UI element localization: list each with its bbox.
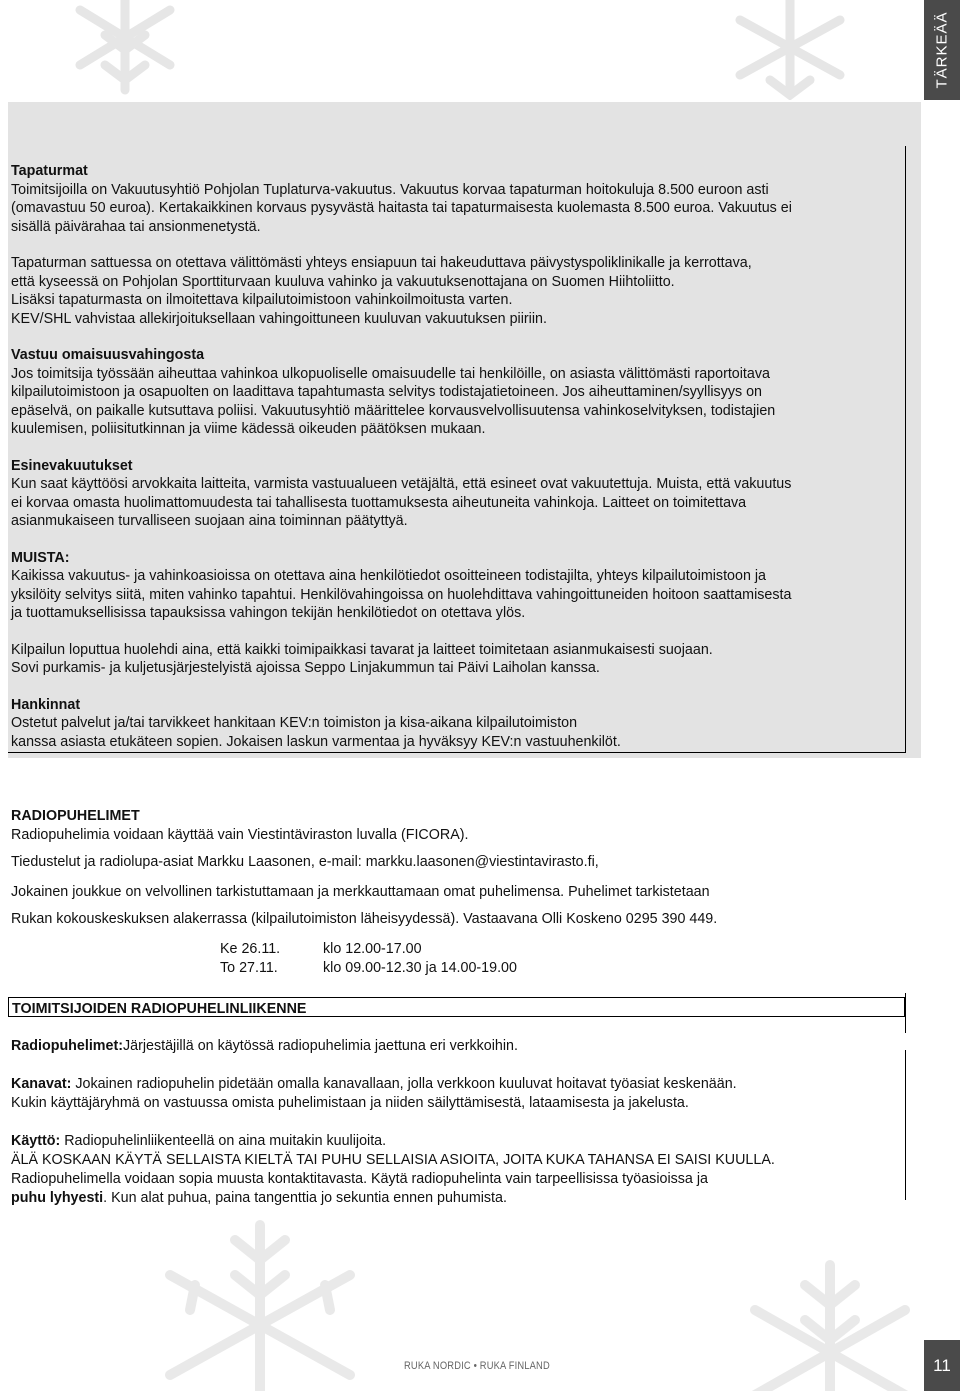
section-tab: [924, 0, 960, 100]
usage-label: Käyttö:: [11, 1133, 61, 1149]
text-line: Jokainen joukkue on velvollinen tarkistuttamaan ja merkkauttamaan omat puhelimensa. Puhelimet tarkistetaan: [11, 883, 710, 900]
text-line: Tiedustelut ja radiolupa-asiat Markku Laasonen, e-mail: markku.laasonen@viestintavirasto.fi,: [11, 854, 599, 870]
text-line: Radiopuhelimella voidaan sopia muusta kontaktitavasta. Käytä radiopuhelinta vain tarpeellisissa työasioissa ja: [11, 1171, 708, 1187]
channels-label: Kanavat:: [11, 1076, 72, 1092]
heading-radiopuhelimet: RADIOPUHELIMET: [11, 808, 140, 824]
text-line: Tapaturman sattuessa on otettava välittömästi yhteys ensiapuun tai hakeuduttava päivystyspoliklinikalle ja kerrottava,: [11, 255, 752, 271]
text-line: sisällä päivärahaa tai ansionmenetystä.: [11, 218, 261, 235]
heading-muista: MUISTA:: [11, 549, 70, 566]
hours-row: [220, 959, 517, 978]
insurance-content: [11, 162, 911, 751]
footer-brand: RUKA NORDIC • RUKA FINLAND: [404, 1360, 550, 1372]
radio-section: [11, 807, 911, 929]
hours-day: Ke 26.11.: [220, 941, 281, 957]
text-line: KEV/SHL vahvistaa allekirjoituksellaan vahingoittuneen kuuluvan vakuutuksen piiriin.: [11, 310, 547, 327]
section-tab-label: TÄRKEÄÄ: [933, 11, 951, 89]
text-line: kanssa asiasta etukäteen sopien. Jokaisen laskun varmentaa ja hyväksyy KEV:n vastuuhenkilöt.: [11, 733, 621, 750]
hours-row: [220, 940, 517, 959]
text-line: Ostetut palvelut ja/tai tarvikkeet hankitaan KEV:n toimiston ja kisa-aikana kilpailutoimiston: [11, 715, 578, 731]
section-right-rule: [905, 1050, 906, 1200]
text-line: Lisäksi tapaturmasta on ilmoitettava kilpailutoimistoon vahinkoilmoitusta varten.: [11, 292, 513, 308]
hours-time: klo 12.00-17.00: [323, 941, 422, 957]
radios-label: Radiopuhelimet:: [11, 1038, 123, 1054]
text-line: Toimitsijoilla on Vakuutusyhtiö Pohjolan Tuplaturva-vakuutus. Vakuutus korvaa tapaturman hoitokuluja 8.500 euroon asti: [11, 181, 769, 198]
heading-tapaturmat: Tapaturmat: [11, 163, 88, 179]
text-line: yksilöity selvitys siitä, miten vahinko tapahtui. Henkilövahingoissa on huolehdittava vahingoittuneiden hoitoon saattamisesta: [11, 586, 792, 603]
hours-day: To 27.11.: [220, 960, 278, 976]
checking-hours: [220, 940, 517, 978]
channels-text: Jokainen radiopuhelin pidetään omalla kanavallaan, jolla verkkoon kuuluvat hoitavat työasiat keskenään.: [71, 1076, 737, 1092]
text-line: Kun saat käyttöösi arvokkaita laitteita, varmista vastuualueen vetäjältä, että esineet ovat vakuutettuja. Muista, että vakuutus: [11, 476, 792, 492]
page-number: 11: [924, 1340, 960, 1391]
text-line: (omavastuu 50 euroa). Kertakaikkinen korvaus pysyvästä haitasta tai tapaturmaisesta kuolemasta 8.500 euroa. Vakuutus ei: [11, 200, 792, 216]
usage-text-end: . Kun alat puhua, paina tangenttia jo sekuntia ennen puhumista.: [103, 1190, 507, 1206]
text-line: asianmukaiseen turvalliseen suojaan aina toiminnan päätyttyä.: [11, 513, 408, 529]
snowflake-icon-top-left: [40, 0, 210, 100]
text-line: Jos toimitsija työssään aiheuttaa vahinkoa ulkopuoliselle omaisuudelle tai henkilöille, on asiasta välittömästi raportoitava: [11, 365, 770, 382]
text-line: Kaikissa vakuutus- ja vahinkoasioissa on otettava aina henkilötiedot osoitteineen todistajilta, yhteys kilpailutoimistoon ja: [11, 568, 766, 584]
snowflake-icon-bottom-right: [740, 1255, 920, 1391]
text-line: kuulemisen, poliisitutkinnan ja viime kädessä oikeuden päätöksen mukaan.: [11, 421, 486, 437]
text-line: kilpailutoimistoon ja osapuolten on laadittava tapahtumasta selvitys todistajatietoineen. Jos aiheuttaminen/syyllisyys on: [11, 384, 763, 400]
usage-bold: puhu lyhyesti: [11, 1190, 104, 1206]
snowflake-icon-top-right: [690, 0, 890, 100]
text-line: että kyseessä on Pohjolan Sporttiturvaan kuuluva vahinko ja vakuutuksenottajana on Suomen Hiihtoliitto.: [11, 273, 675, 290]
text-line: epäselvä, on paikalle kutsuttava poliisi. Vakuutusyhtiö määrittelee korvausvelvollisuutensa vahinkoselvityksen, todistajien: [11, 402, 776, 419]
section-right-rule: [905, 993, 906, 1033]
box-bottom-rule: [8, 752, 906, 753]
text-line: Kilpailun loputtua huolehdi aina, että kaikki toimipaikkasi tavarat ja laitteet toimitetaan asianmukaisesti suojaan.: [11, 641, 713, 658]
text-line: ÄLÄ KOSKAAN KÄYTÄ SELLAISTA KIELTÄ TAI PUHU SELLAISIA ASIOITA, JOITA KUKA TAHANSA EI SAISI KUULLA.: [11, 1152, 775, 1168]
radio-traffic-content: [11, 1037, 901, 1208]
text-line: Kukin käyttäjäryhmä on vastuussa omista puhelimistaan ja niiden säilyttämisestä, lataamisesta ja jakelusta.: [11, 1095, 689, 1111]
heading-hankinnat: Hankinnat: [11, 696, 81, 713]
text-line: Rukan kokouskeskuksen alakerrassa (kilpailutoimiston läheisyydessä). Vastaavana Olli Koskeno 0295 390 449.: [11, 911, 718, 927]
heading-vastuu: Vastuu omaisuusvahingosta: [11, 347, 205, 363]
text-line: ei korvaa omasta huolimattomuudesta tai tahallisesta tuottamuksesta aiheutuneita vahinkoja. Laitteet on toimitettava: [11, 494, 747, 511]
radios-text: Järjestäjillä on käytössä radiopuhelimia jaettuna eri verkkoihin.: [123, 1038, 518, 1054]
usage-text: Radiopuhelinliikenteellä on aina muitakin kuulijoita.: [60, 1133, 387, 1149]
heading-radiopuhelinliikenne: TOIMITSIJOIDEN RADIOPUHELINLIIKENNE: [8, 997, 905, 1017]
text-line: Sovi purkamis- ja kuljetusjärjestelyistä ajoissa Seppo Linjakummun tai Päivi Laiholan kanssa.: [11, 660, 600, 676]
text-line: ja tuottamuksellisissa tapauksissa vahingon tekijän henkilötiedot on otettava ylös.: [11, 605, 526, 621]
text-line: Radiopuhelimia voidaan käyttää vain Viestintäviraston luvalla (FICORA).: [11, 826, 469, 843]
hours-time: klo 09.00-12.30 ja 14.00-19.00: [323, 960, 517, 976]
heading-esinevakuutukset: Esinevakuutukset: [11, 457, 133, 474]
snowflake-icon-bottom-left: [150, 1215, 370, 1391]
